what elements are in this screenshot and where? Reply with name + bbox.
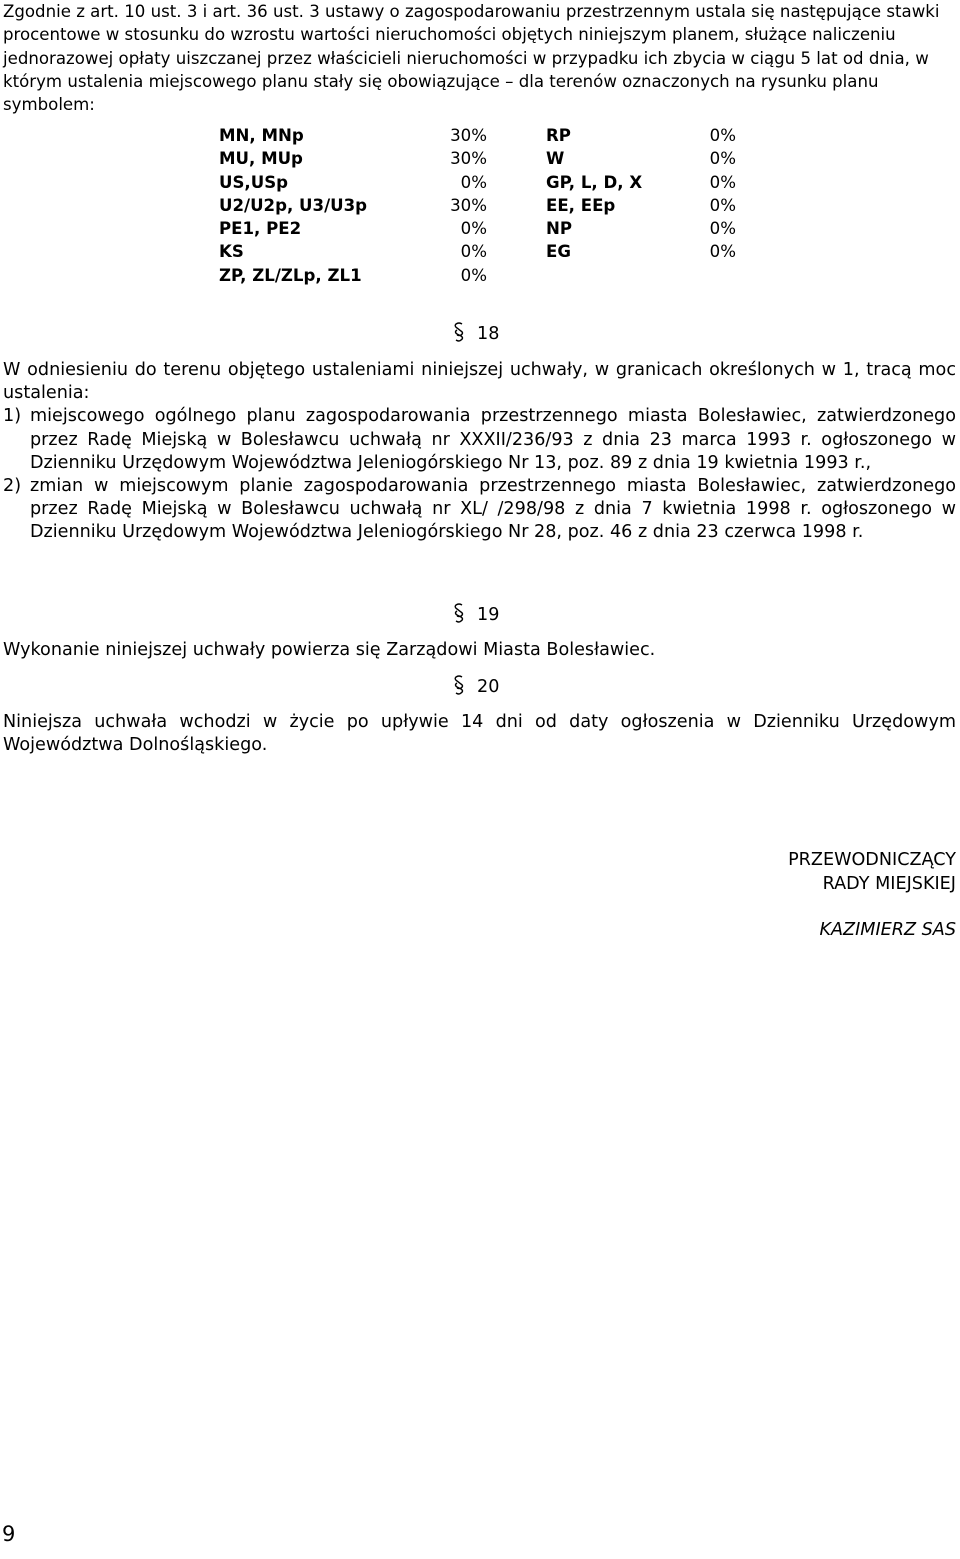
section-18-heading xyxy=(453,322,499,346)
section-19-heading xyxy=(453,603,499,627)
rate-row xyxy=(219,147,487,170)
rates-column-right xyxy=(546,124,736,264)
rate-value: 0% xyxy=(709,149,736,169)
rate-row xyxy=(546,147,736,170)
rate-symbol: EE, EEp xyxy=(546,195,616,215)
section-sign-icon xyxy=(453,322,465,342)
rate-value: 0% xyxy=(709,242,736,262)
rate-symbol: ZP, ZL/ZLp, ZL1 xyxy=(219,265,362,285)
rate-row xyxy=(546,240,736,263)
intro-paragraph: Zgodnie z art. 10 ust. 3 i art. 36 ust. 3 ustawy o zagospodarowaniu przestrzennym ustala się następujące stawki procentowe w stosunku do wzrostu wartości nieruchomości objętych niniejszym planem, służące naliczeniu jednorazowej opłaty uiszczanej przez właścicieli nieruchomości w przypadku ich zbycia w ciągu 5 lat od dnia, w którym ustalenia miejscowego planu stały się obowiązujące – dla terenów oznaczonych na rysunku planu symbolem: xyxy=(3,2,940,115)
rate-row xyxy=(546,217,736,240)
rate-row xyxy=(546,194,736,217)
section-18-text: W odniesieniu do terenu objętego ustaleniami niniejszej uchwały, w granicach określonych w 1, tracą moc ustalenia: xyxy=(3,360,956,404)
rate-row xyxy=(546,171,736,194)
section-18-body xyxy=(3,359,956,545)
rate-value: 30% xyxy=(450,149,487,169)
signature-title-line1: PRZEWODNICZĄCY xyxy=(788,850,956,870)
rate-symbol: W xyxy=(546,149,565,169)
rate-row xyxy=(219,194,487,217)
rate-symbol: U2/U2p, U3/U3p xyxy=(219,195,368,215)
rate-value: 0% xyxy=(709,219,736,239)
rate-value: 0% xyxy=(460,242,487,262)
section-number: 20 xyxy=(477,677,500,697)
rate-value: 30% xyxy=(450,126,487,145)
list-item-text: miejscowego ogólnego planu zagospodarowania przestrzennego miasta Bolesławiec, zatwierdzonego przez Radę Miejską w Bolesławcu uchwałą nr XXXII/236/93 z dnia 23 marca 1993 r. ogłoszonego w Dzienniku Urzędowym Województwa Jeleniogórskiego Nr 13, poz. 89 z dnia 19 kwietnia 1993 r., xyxy=(30,406,956,473)
rate-symbol: US,USp xyxy=(219,172,289,192)
rate-row xyxy=(219,217,487,240)
list-item-number: 2) xyxy=(3,476,22,497)
rate-row xyxy=(219,124,487,147)
section-sign-icon xyxy=(453,675,465,695)
rate-symbol: GP, L, D, X xyxy=(546,172,643,192)
section-sign-icon xyxy=(453,603,465,623)
page-number: 9 xyxy=(2,1522,16,1546)
section-19-text: Wykonanie niniejszej uchwały powierza się Zarządowi Miasta Bolesławiec. xyxy=(3,640,656,660)
section-number: 19 xyxy=(477,605,500,625)
rate-symbol: KS xyxy=(219,242,244,262)
list-item xyxy=(3,475,956,545)
list-item-text: zmian w miejscowym planie zagospodarowania przestrzennego miasta Bolesławiec, zatwierdzonego przez Radę Miejską w Bolesławcu uchwałą nr XL/ /298/98 z dnia 7 kwietnia 1998 r. ogłoszonego w Dzienniku Urzędowym Województwa Jeleniogórskiego Nr 28, poz. 46 z dnia 23 czerwca 1998 r. xyxy=(30,476,956,543)
rate-row xyxy=(219,171,487,194)
section-20-heading xyxy=(453,675,499,699)
section-20-text: Niniejsza uchwała wchodzi w życie po upływie 14 dni od daty ogłoszenia w Dzienniku Urzędowym Województwa Dolnośląskiego. xyxy=(3,712,956,756)
rate-value: 0% xyxy=(709,172,736,192)
signature-name: KAZIMIERZ SAS xyxy=(819,920,956,940)
signature-block xyxy=(788,848,956,942)
rate-row xyxy=(219,240,487,263)
rate-symbol: NP xyxy=(546,219,573,239)
rate-value: 0% xyxy=(709,126,736,145)
rate-symbol: MN, MNp xyxy=(219,126,304,145)
rate-symbol: MU, MUp xyxy=(219,149,303,169)
signature-title-line2: RADY MIEJSKIEJ xyxy=(822,874,956,894)
rate-value: 0% xyxy=(460,219,487,239)
rate-row xyxy=(219,264,487,287)
rate-value: 30% xyxy=(450,195,487,215)
rate-symbol: PE1, PE2 xyxy=(219,219,302,239)
list-item xyxy=(3,405,956,475)
rate-value: 0% xyxy=(460,265,487,285)
rate-value: 0% xyxy=(460,172,487,192)
rate-symbol: EG xyxy=(546,242,571,262)
rates-column-left xyxy=(219,124,487,287)
rate-value: 0% xyxy=(709,195,736,215)
list-item-number: 1) xyxy=(3,406,22,427)
section-number: 18 xyxy=(477,324,500,344)
rate-symbol: RP xyxy=(546,126,571,145)
rate-row xyxy=(546,124,736,147)
